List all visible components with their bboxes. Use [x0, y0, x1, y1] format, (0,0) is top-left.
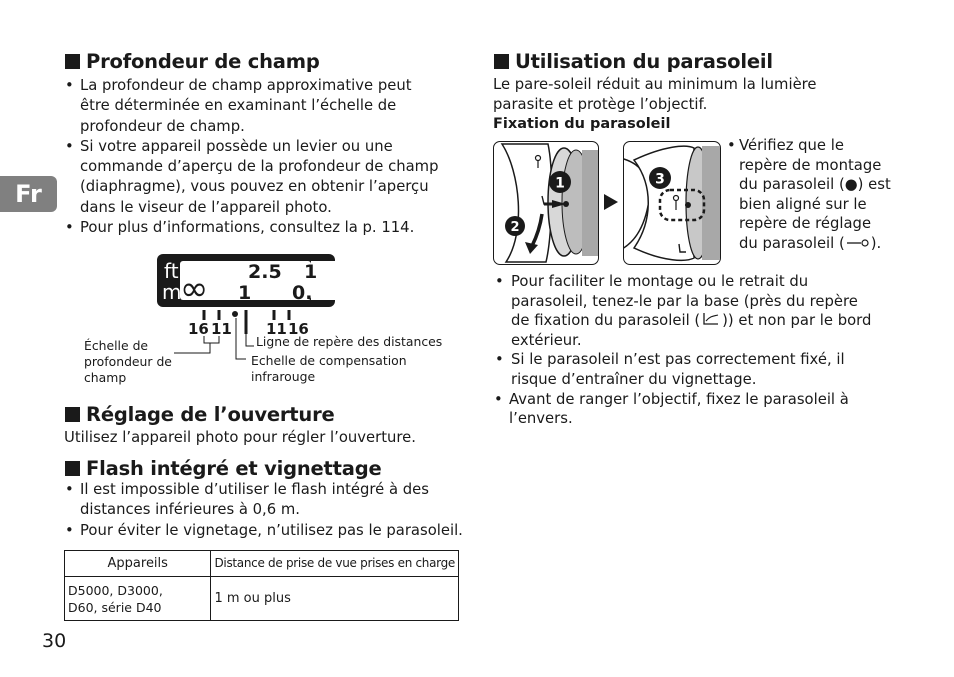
line: l’envers. — [509, 410, 573, 428]
flash-bullets — [64, 480, 464, 541]
line: profondeur de champ. — [80, 117, 245, 135]
step-1-number: 1 — [555, 175, 565, 192]
infrared-scale-label — [251, 353, 411, 385]
text-segment: ). — [870, 234, 882, 252]
line: • Il est impossible d’utiliser le flash intégré à des — [80, 481, 429, 498]
line: • Si le parasoleil n’est pas correctement fixé, il — [511, 351, 845, 369]
line: infrarouge — [251, 369, 316, 384]
next-step-arrow-icon — [602, 192, 620, 212]
m-value-b: 0. — [292, 282, 313, 304]
table-header-row — [65, 551, 459, 577]
flash-bullet-1 — [64, 480, 464, 521]
ft-value-b: 1 — [304, 261, 318, 283]
hood-setting-mark-icon — [845, 237, 871, 249]
section-square-icon — [65, 407, 80, 422]
text-segment: )) et non par le bord — [722, 312, 872, 330]
line: • Si votre appareil possède un levier ou une — [80, 137, 393, 155]
flash-heading-text: Flash intégré et vignettage — [86, 457, 382, 480]
depth-bullet-3 — [64, 218, 464, 238]
table-cell-distance: 1 m ou plus — [211, 577, 459, 621]
hood-attach-figure-2 — [623, 141, 721, 265]
lens-hood-heading — [494, 50, 773, 74]
hood-bullet-2 — [493, 350, 903, 389]
flash-heading — [65, 457, 382, 481]
alignment-bullet — [726, 136, 906, 254]
step-2-number: 2 — [510, 220, 520, 235]
line: • Pour éviter le vignetage, n’utilisez pas le parasoleil. — [80, 521, 463, 539]
hood-subheading: Fixation du parasoleil — [493, 116, 671, 132]
table-header-cameras: Appareils — [65, 551, 211, 577]
line: D60, série D40 — [68, 599, 162, 615]
line: (diaphragme), vous pouvez en obtenir l’aperçu — [80, 178, 429, 196]
depth-of-field-heading — [65, 50, 320, 74]
unit-m: m — [162, 280, 182, 304]
aperture-text: Utilisez l’appareil photo pour régler l’ouverture. — [64, 429, 416, 446]
aperture-heading — [65, 403, 335, 427]
mount-dot-icon — [685, 202, 691, 208]
line: Le pare-soleil réduit au minimum la lumière — [493, 76, 817, 93]
language-tab: Fr — [0, 176, 57, 212]
depth-heading-text: Profondeur de champ — [86, 50, 320, 73]
depth-bullet-2 — [64, 137, 464, 218]
infinity-mark: ∞ — [180, 269, 209, 309]
tick-label: 11 — [266, 320, 287, 338]
line: commande d’aperçu de la profondeur de champ — [80, 158, 439, 176]
line: profondeur de — [84, 354, 172, 369]
section-square-icon — [494, 54, 509, 69]
line: parasite et protège l’objectif. — [493, 96, 708, 114]
mount-dot-icon — [563, 201, 569, 207]
line: Échelle de — [84, 338, 149, 353]
line: • Pour faciliter le montage ou le retrait du — [511, 273, 809, 290]
alignment-note — [726, 136, 906, 254]
line: repère de montage — [739, 156, 882, 174]
hood-attach-illustration-2 — [624, 142, 720, 264]
hood-bullets — [493, 272, 903, 429]
unit-ft: ft — [164, 259, 179, 283]
compatibility-table — [64, 550, 459, 621]
m-value-a: 1 — [238, 282, 252, 304]
table-header-distance: Distance de prise de vue prises en charge — [211, 551, 459, 577]
section-square-icon — [65, 54, 80, 69]
hood-heading-text: Utilisation du parasoleil — [515, 50, 773, 73]
hood-mount-mark-icon — [700, 311, 722, 327]
table-row — [65, 577, 459, 621]
line: champ — [84, 370, 127, 385]
hood-bullet-3 — [493, 390, 903, 429]
line: parasoleil, tenez-le par la base (près du repère — [511, 292, 858, 310]
distance-leader — [246, 334, 254, 346]
ft-value-a: 2.5 — [248, 261, 282, 283]
line: • Vérifiez que le — [739, 137, 844, 154]
hood-attach-figure-1 — [493, 141, 599, 265]
line: extérieur. — [511, 331, 582, 349]
line: risque d’entraîner du vignettage. — [511, 370, 757, 388]
line: bien aligné sur le — [739, 195, 867, 213]
page-number: 30 — [42, 630, 67, 652]
tick-label: 16 — [288, 320, 309, 338]
line: être déterminée en examinant l’échelle de — [80, 97, 397, 115]
depth-scale-label — [84, 338, 194, 386]
flash-bullet-2 — [64, 521, 464, 541]
infrared-index-dot — [232, 311, 238, 317]
hood-attach-illustration-1 — [494, 142, 598, 264]
hood-intro — [493, 75, 893, 116]
line: Echelle de compensation — [251, 353, 407, 368]
depth-bullet-1 — [64, 76, 464, 137]
table-cell-cameras — [65, 577, 211, 621]
aperture-heading-text: Réglage de l’ouverture — [86, 403, 335, 426]
distance-index-label: Ligne de repère des distances — [256, 334, 443, 349]
line: dans le viseur de l’appareil photo. — [80, 198, 332, 216]
section-square-icon — [65, 461, 80, 476]
line: • Avant de ranger l’objectif, fixez le parasoleil à — [509, 390, 849, 408]
step-3-number: 3 — [655, 171, 665, 188]
hood-bullet-1 — [493, 272, 903, 350]
line: D5000, D3000, — [68, 582, 163, 598]
tick-label: 16 — [188, 320, 209, 338]
line — [511, 311, 903, 331]
line: repère de réglage — [739, 215, 872, 233]
line: • Pour plus d’informations, consultez la p. 114. — [80, 219, 415, 237]
line: • La profondeur de champ approximative peut — [80, 77, 412, 94]
line: distances inférieures à 0,6 m. — [80, 501, 300, 519]
depth-bullets — [64, 76, 464, 238]
lens-body — [582, 150, 598, 256]
text-segment: de fixation du parasoleil ( — [511, 312, 701, 330]
line: du parasoleil (●) est — [739, 176, 891, 194]
tick-label: 11 — [211, 320, 232, 338]
line — [739, 234, 906, 254]
text-segment: du parasoleil ( — [739, 234, 845, 252]
